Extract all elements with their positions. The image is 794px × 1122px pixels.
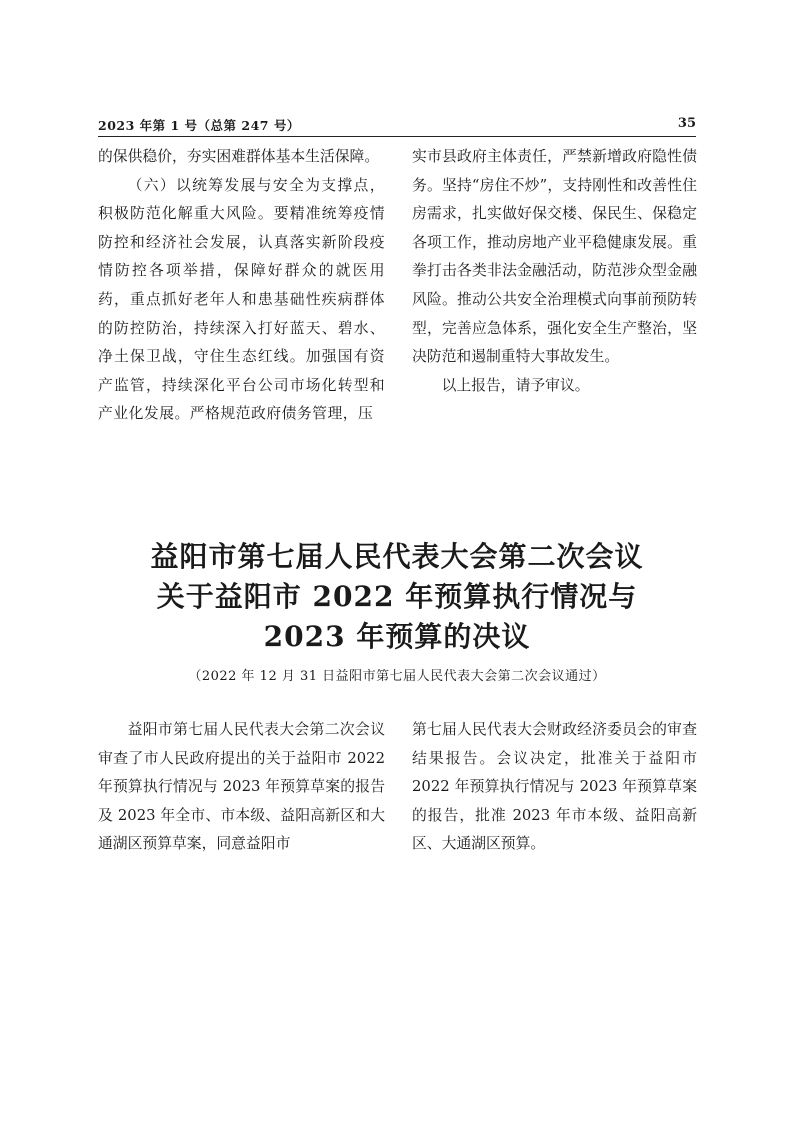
top-right-column bbox=[412, 143, 697, 400]
paragraph-debt-risk: 实市县政府主体责任，严禁新增政府隐性债务。坚持“房住不炒”，支持刚性和改善性住房需求，扎实做好保交楼、保民生、保稳定各项工作，推动房地产业平稳健康发展。重拳打击各类非法金融活动，防范涉众型金融风险。推动公共安全治理模式向事前预防转型，完善应急体系，强化安全生产整治，坚决防范和遏制重特大事故发生。 bbox=[412, 148, 697, 366]
paragraph-closing: 以上报告，请予审议。 bbox=[441, 376, 590, 394]
resolution-right-column bbox=[412, 716, 697, 859]
paragraph-continuation: 的保供稳价，夯实困难群体基本生活保障。 bbox=[98, 148, 380, 165]
top-left-column bbox=[98, 143, 385, 429]
resolution-subtitle: （2022 年 12 月 31 日益阳市第七届人民代表大会第二次会议通过） bbox=[188, 669, 606, 684]
title-line: 益阳市第七届人民代表大会第二次会议 bbox=[150, 540, 644, 573]
running-header bbox=[98, 114, 696, 137]
page-number: 35 bbox=[677, 116, 696, 131]
resolution-paragraph: 益阳市第七届人民代表大会第二次会议审查了市人民政府提出的关于益阳市 2022 年预算执行情况与 2023 年预算草案的报告及 2023 年全市、市本级、益阳高新区和大通湖区预算草案，同意益阳市 bbox=[98, 721, 385, 853]
resolution-left-column bbox=[98, 716, 385, 859]
resolution-paragraph-continued: 第七届人民代表大会财政经济委员会的审查结果报告。会议决定，批准关于益阳市 2022 年预算执行情况与 2023 年预算草案的报告，批准 2023 年市本级、益阳高新区、大通湖区预算。 bbox=[412, 721, 697, 853]
title-line: 关于益阳市 2022 年预算执行情况与 bbox=[156, 580, 638, 613]
resolution-title bbox=[0, 537, 794, 657]
issue-number: 2023 年第 1 号（总第 247 号） bbox=[98, 118, 300, 133]
title-line: 2023 年预算的决议 bbox=[263, 620, 531, 653]
paragraph-section-six: （六）以统筹发展与安全为支撑点，积极防范化解重大风险。要精准统筹疫情防控和经济社会发展，认真落实新阶段疫情防控各项举措，保障好群众的就医用药，重点抓好老年人和患基础性疾病群体的防控防治，持续深入打好蓝天、碧水、净土保卫战，守住生态红线。加强国有资产监管，持续深化平台公司市场化转型和产业化发展。严格规范政府债务管理，压 bbox=[98, 176, 385, 423]
